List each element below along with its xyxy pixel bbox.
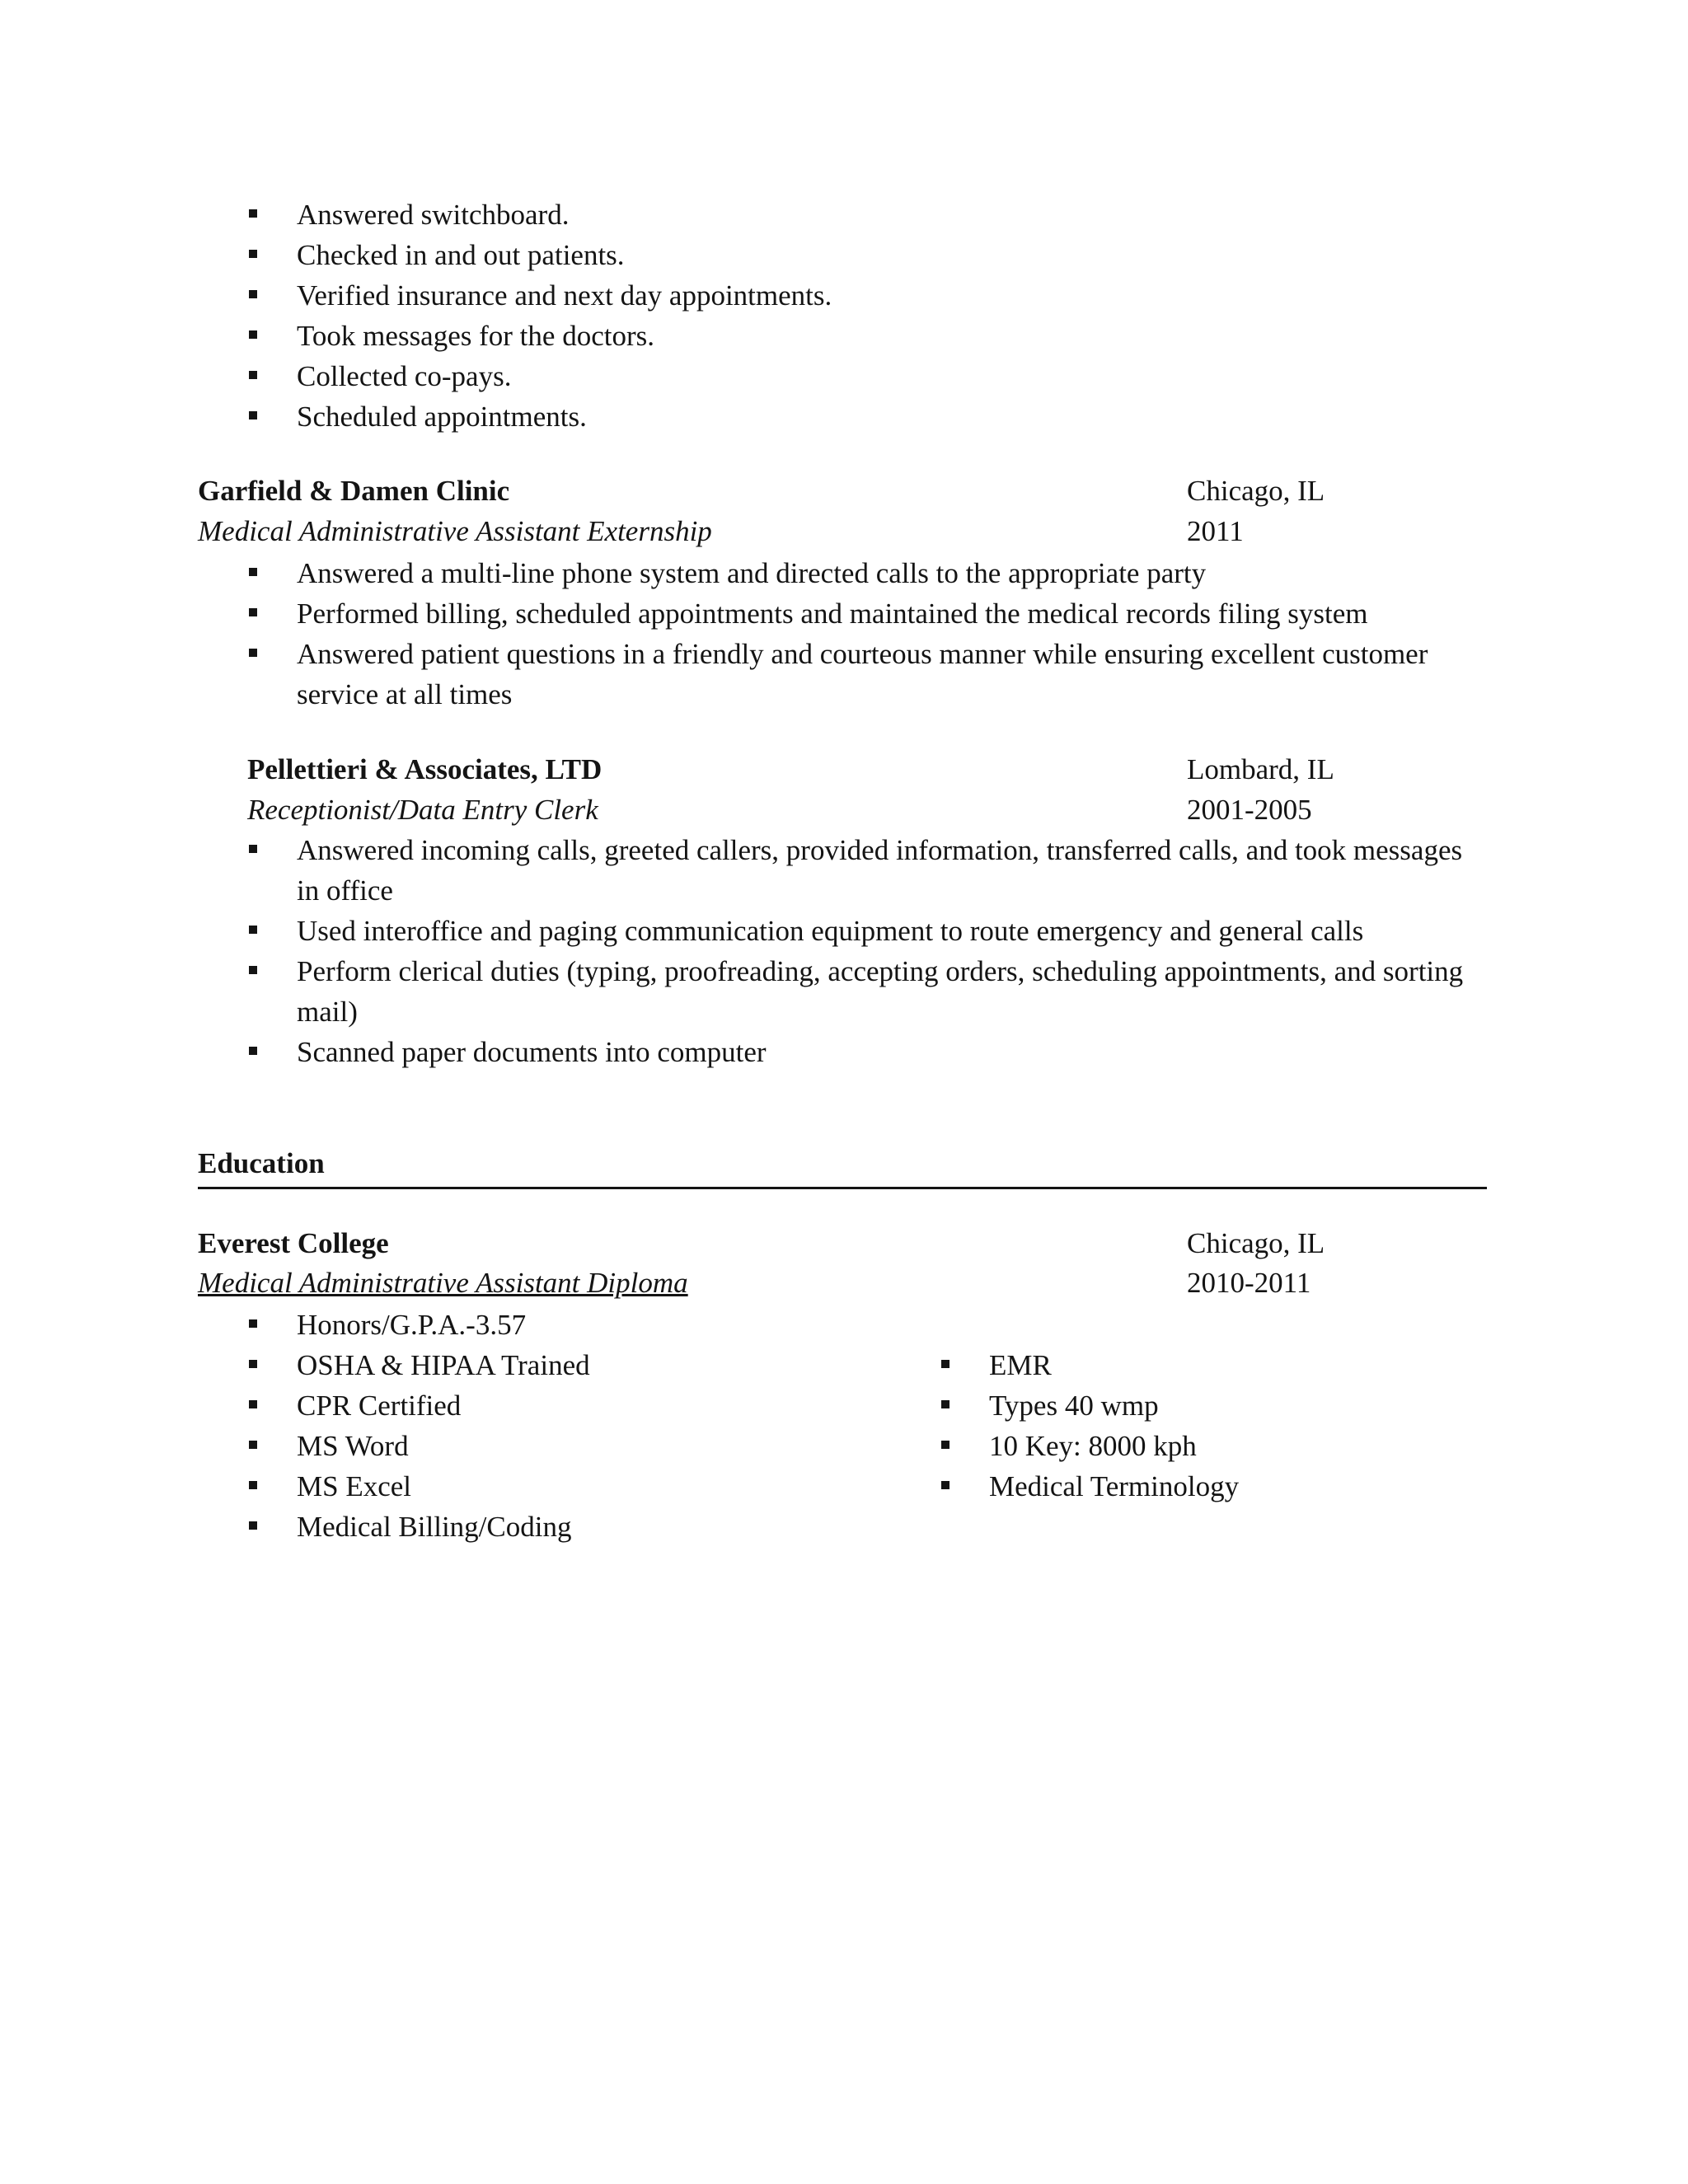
list-item: CPR Certified bbox=[247, 1385, 890, 1426]
education-left-list bbox=[247, 1305, 890, 1547]
list-item: Performed billing, scheduled appointments and maintained the medical records filing system bbox=[247, 593, 1467, 634]
list-item: Perform clerical duties (typing, proofreading, accepting orders, scheduling appointments, and sorting mail) bbox=[247, 951, 1484, 1032]
list-item: 10 Key: 8000 kph bbox=[940, 1426, 1467, 1466]
pellettieri-employer: Pellettieri & Associates, LTD bbox=[247, 753, 603, 785]
list-item: Collected co-pays. bbox=[247, 356, 1467, 396]
list-item: Honors/G.P.A.-3.57 bbox=[247, 1305, 890, 1345]
list-item: Scanned paper documents into computer bbox=[247, 1032, 1484, 1072]
list-item: Types 40 wmp bbox=[940, 1385, 1467, 1426]
list-item: OSHA & HIPAA Trained bbox=[247, 1345, 890, 1385]
education-location: Chicago, IL bbox=[1187, 1227, 1325, 1259]
list-item: EMR bbox=[940, 1345, 1467, 1385]
list-item: Medical Billing/Coding bbox=[247, 1507, 890, 1547]
list-item: Checked in and out patients. bbox=[247, 235, 1467, 275]
prev-job-bullets bbox=[247, 194, 1467, 437]
list-item: MS Word bbox=[247, 1426, 890, 1466]
list-item: Answered patient questions in a friendly and courteous manner while ensuring excellent customer service at all times bbox=[247, 634, 1467, 715]
list-item: Scheduled appointments. bbox=[247, 396, 1467, 437]
list-item: Verified insurance and next day appointments. bbox=[247, 275, 1467, 316]
pellettieri-bullets bbox=[247, 830, 1484, 1072]
education-program: Medical Administrative Assistant Diploma bbox=[198, 1267, 688, 1299]
list-item: Used interoffice and paging communication equipment to route emergency and general calls bbox=[247, 911, 1484, 951]
section-divider bbox=[198, 1187, 1487, 1189]
list-item: Answered incoming calls, greeted callers, provided information, transferred calls, and took messages in office bbox=[247, 830, 1484, 911]
list-item: Medical Terminology bbox=[940, 1466, 1467, 1507]
pellettieri-title: Receptionist/Data Entry Clerk bbox=[247, 794, 598, 826]
education-school: Everest College bbox=[198, 1227, 389, 1259]
garfield-dates: 2011 bbox=[1187, 515, 1244, 547]
list-item: MS Excel bbox=[247, 1466, 890, 1507]
education-right-list bbox=[940, 1345, 1467, 1507]
list-item: Took messages for the doctors. bbox=[247, 316, 1467, 356]
garfield-employer: Garfield & Damen Clinic bbox=[198, 475, 510, 507]
list-item: Answered switchboard. bbox=[247, 194, 1467, 235]
pellettieri-location: Lombard, IL bbox=[1187, 753, 1334, 785]
garfield-location: Chicago, IL bbox=[1187, 475, 1325, 507]
garfield-title: Medical Administrative Assistant Externship bbox=[198, 515, 712, 547]
education-heading: Education bbox=[198, 1147, 325, 1179]
garfield-bullets bbox=[247, 553, 1467, 715]
pellettieri-dates: 2001-2005 bbox=[1187, 794, 1312, 826]
list-item: Answered a multi-line phone system and directed calls to the appropriate party bbox=[247, 553, 1467, 593]
education-dates: 2010-2011 bbox=[1187, 1267, 1311, 1299]
